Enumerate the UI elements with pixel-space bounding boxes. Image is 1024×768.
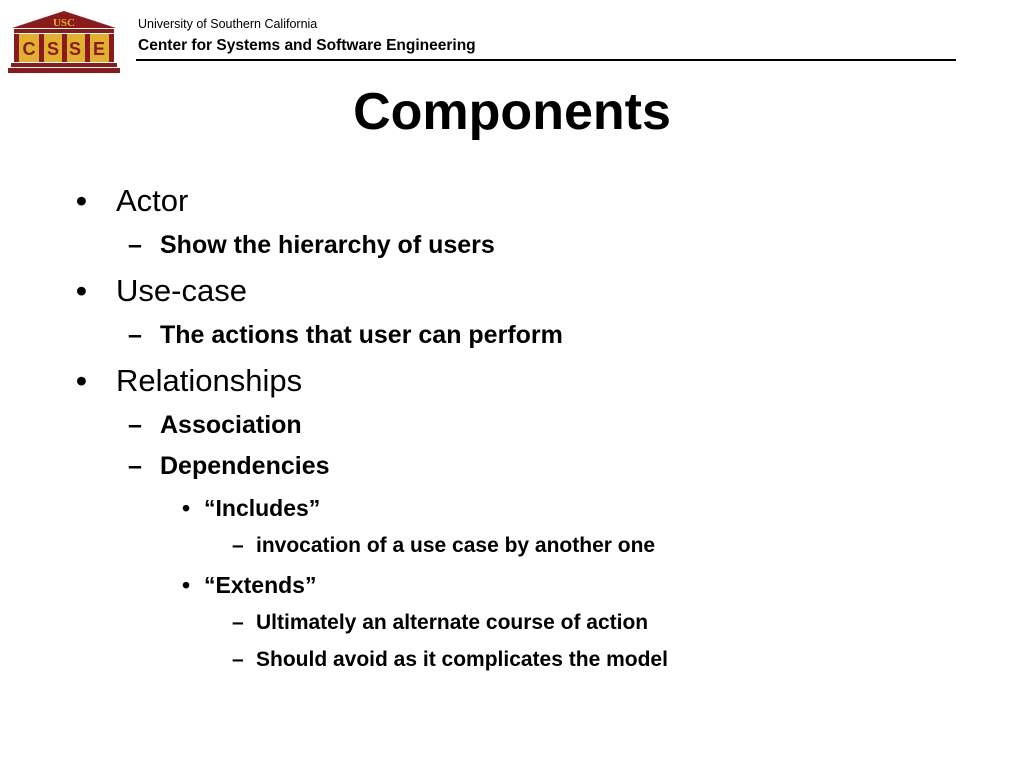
dash-marker: – [232,534,244,557]
bullet-text: invocation of a use case by another one [256,534,656,557]
bullet-text: Should avoid as it complicates the model [256,648,668,671]
detail-item [232,533,655,559]
bullet-item-use-case [76,273,247,309]
detail-item [232,610,648,636]
sub-bullet-item [128,230,495,260]
bullet-text: Association [160,411,302,439]
dash-marker: – [128,411,142,439]
logo-step [8,68,120,73]
logo-beam [14,29,114,33]
bullet-marker: • [76,273,87,308]
bullet-text: “Includes” [204,495,321,521]
dash-marker: – [232,648,244,671]
logo-letter: S [68,39,82,59]
logo-usc-text: USC [52,17,76,29]
logo-pillar [14,34,19,62]
bullet-text: “Extends” [204,572,317,598]
university-name: University of Southern California [138,17,318,31]
logo-pillar [39,34,44,62]
dash-marker: – [128,321,142,349]
sub-bullet-item [128,320,563,350]
bullet-item-relationships [76,363,302,399]
detail-item [232,647,668,673]
bullet-marker: • [76,183,87,218]
bullet-text: Dependencies [160,452,330,480]
sub-bullet-item [128,410,302,440]
bullet-marker: • [182,572,191,598]
sub-sub-bullet-item [182,494,320,522]
bullet-text: Relationships [116,363,303,398]
logo-letter: C [22,39,36,59]
slide-title: Components [353,83,671,141]
bullet-text: Actor [116,183,189,218]
logo-pillar [62,34,67,62]
dash-marker: – [128,452,142,480]
dash-marker: – [232,611,244,634]
dash-marker: – [128,231,142,259]
bullet-text: Ultimately an alternate course of action [256,611,649,634]
logo-letter: E [92,39,106,59]
logo-step [11,63,117,67]
bullet-text: Show the hierarchy of users [160,231,495,259]
csse-logo [8,10,120,74]
bullet-item-actor [76,183,188,219]
bullet-text: The actions that user can perform [160,321,563,349]
csse-logo-graphic [8,10,120,74]
header-divider [136,59,956,61]
bullet-marker: • [76,363,87,398]
bullet-marker: • [182,495,191,521]
logo-pillar [85,34,90,62]
center-name: Center for Systems and Software Engineering [138,37,476,54]
sub-bullet-item [128,451,330,481]
logo-letter: S [46,39,60,59]
bullet-text: Use-case [116,273,247,308]
sub-sub-bullet-item [182,571,316,599]
logo-pillar [109,34,114,62]
